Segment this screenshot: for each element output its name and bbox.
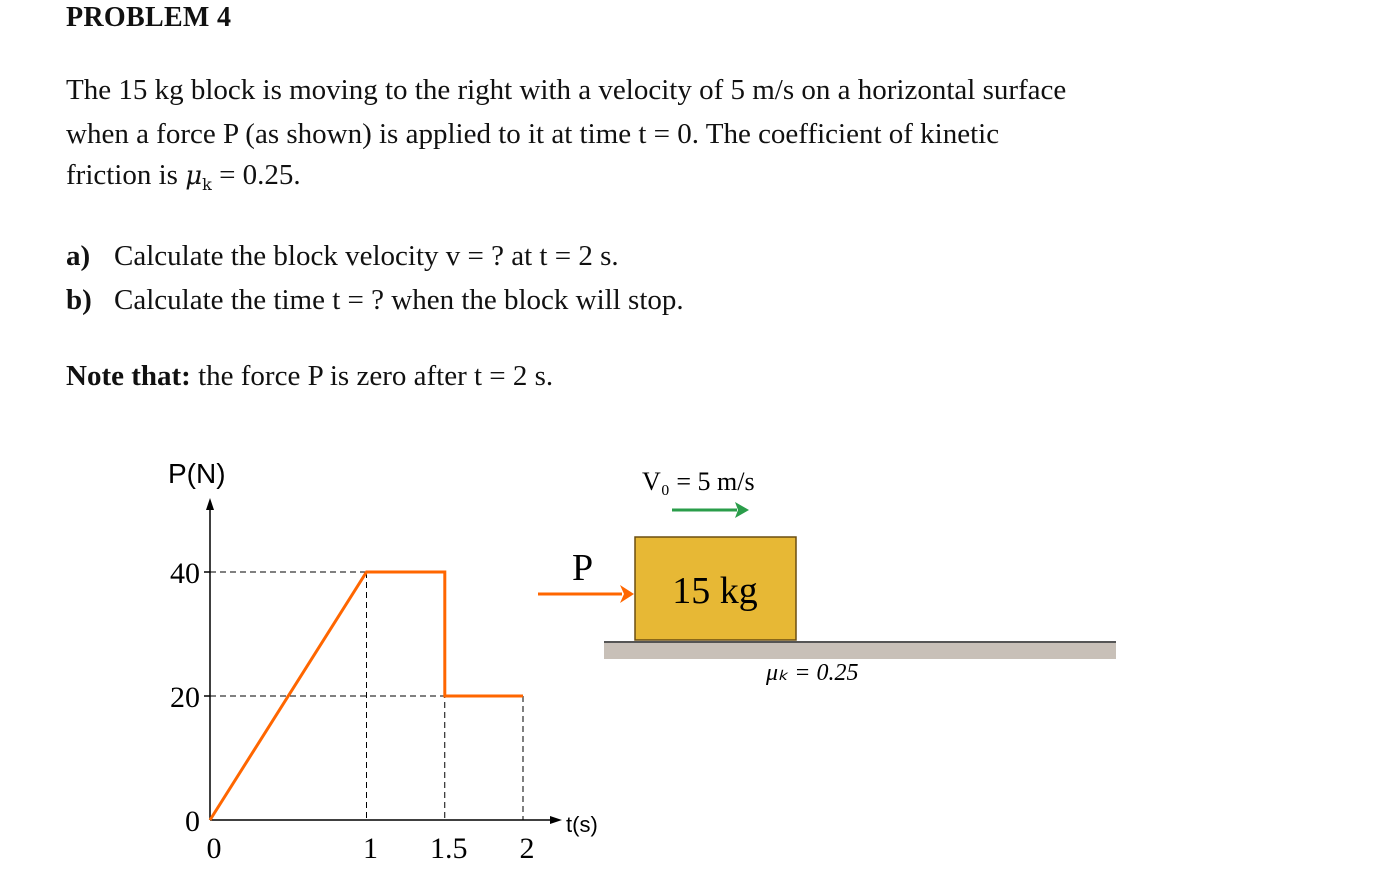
force-time-graph xyxy=(168,458,598,865)
x-ticks xyxy=(207,832,535,865)
force-arrow-head xyxy=(620,585,634,603)
velocity-arrow-head xyxy=(735,502,749,518)
problem-intro-line-2: when a force P (as shown) is applied to it at time t = 0. The coefficient of kinetic xyxy=(66,118,1000,150)
velocity-label: V₀ = 5 m/s xyxy=(642,467,755,496)
y-axis-label: P(N) xyxy=(168,458,226,489)
x-tick-label: 2 xyxy=(519,832,535,865)
y-tick-label: 20 xyxy=(170,681,200,714)
part-a-letter: a) xyxy=(66,240,91,272)
x-tick-label: 1 xyxy=(363,832,378,865)
friction-prefix: friction is xyxy=(66,159,186,191)
velocity-arrow xyxy=(672,502,749,518)
mu-symbol: $\mu_k$ xyxy=(185,161,212,195)
block-label: 15 kg xyxy=(672,570,758,612)
note-label: Note that: xyxy=(66,360,191,392)
ground-surface xyxy=(604,642,1116,659)
y-tick-label: 0 xyxy=(185,805,200,838)
mu-value: = 0.25. xyxy=(211,159,301,191)
force-label: P xyxy=(572,547,594,589)
y-tick-label: 40 xyxy=(170,557,200,590)
part-b-text: Calculate the time t = ? when the block will stop. xyxy=(114,284,684,316)
x-axis-label: t(s) xyxy=(566,812,598,837)
note-text: the force P is zero after t = 2 s. xyxy=(190,360,554,392)
y-ticks xyxy=(170,557,210,838)
problem-intro-line-1: The 15 kg block is moving to the right with a velocity of 5 m/s on a horizontal surface xyxy=(66,74,1067,106)
problem-heading: PROBLEM 4 xyxy=(66,2,232,33)
friction-label: μₖ = 0.25 xyxy=(766,660,859,686)
part-a-text: Calculate the block velocity v = ? at t = 2 s. xyxy=(114,240,619,272)
x-tick-label: 1.5 xyxy=(430,832,468,865)
x-axis-arrowhead xyxy=(550,816,562,824)
part-b-letter: b) xyxy=(66,284,92,316)
y-axis-arrowhead xyxy=(206,498,214,510)
x-tick-label: 0 xyxy=(206,832,222,865)
